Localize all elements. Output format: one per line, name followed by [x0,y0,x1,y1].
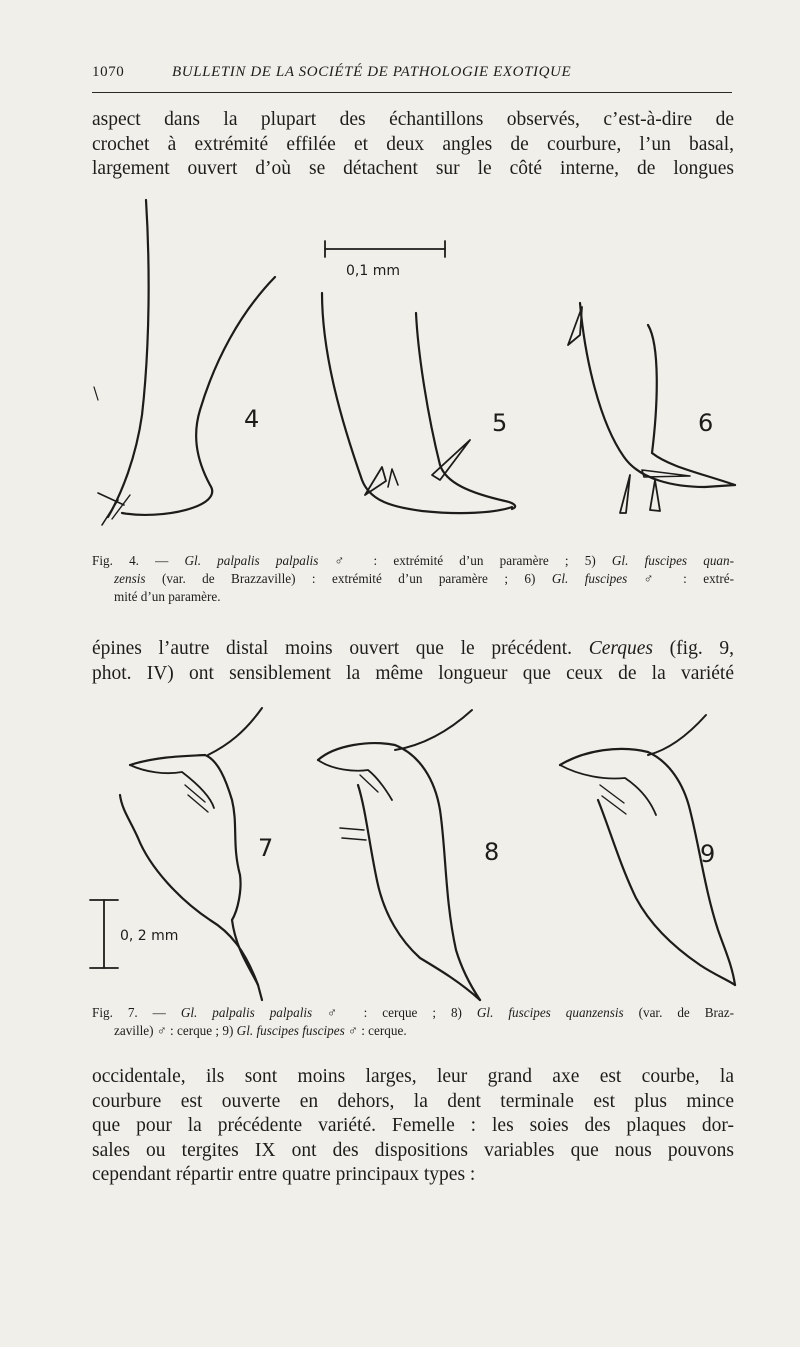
figure-number-9: 9 [700,840,716,868]
cercus-fig8-drawing [318,710,499,1000]
caption-line [92,570,734,588]
text-run: (fig. 9, [653,638,735,659]
caption-fig-ref: Fig. 4. — [92,553,185,568]
species-name: Gl. fuscipes [551,571,628,586]
scale-bar-bottom [90,900,178,968]
paramere-fig5-drawing [322,293,515,513]
caption-line: mité d’un paramère. [114,589,221,604]
caption-fig-ref: Fig. 7. — [92,1005,181,1020]
caption-text: (var. de Brazzaville) : extrémité d’un paramère ; 6) [145,571,552,586]
species-name: Gl. fuscipes fuscipes [236,1023,345,1038]
figure-number-4: 4 [244,405,260,433]
cercus-fig7-drawing [120,708,273,1000]
page-number: 1070 [92,64,125,80]
text-line: crochet à extrémité effilée et deux angles de courbure, l’un basal, [92,133,734,155]
caption-line [92,1004,734,1022]
figure-number-8: 8 [484,838,500,866]
species-name: Gl. palpalis palpalis [184,553,319,568]
paramere-fig6-drawing [568,303,735,513]
caption-text: zaville) ♂ : cerque ; 9) [114,1023,237,1038]
paramere-fig4-drawing [94,200,275,525]
figure-number-5: 5 [492,409,508,437]
scale-label-top: 0,1 mm [346,263,400,279]
caption-line [92,1022,734,1040]
scale-bar-top [325,241,445,279]
caption-text: ♂ : extrémité d’un paramère ; 5) [318,553,612,568]
text-line: sales ou tergites IX ont des dispositions variables que nous pouvons [92,1139,734,1161]
journal-title: BULLETIN DE LA SOCIÉTÉ DE PATHOLOGIE EXOTIQUE [172,64,572,80]
cercus-fig9-drawing [560,715,735,985]
figure-number-6: 6 [698,409,714,437]
header-rule [92,92,732,93]
text-line: aspect dans la plupart des échantillons observés, c’est-à-dire de [92,109,734,130]
caption-fig7 [92,1004,734,1040]
species-name: Gl. fuscipes quanzensis [476,1005,624,1020]
figure-parameres [0,195,800,535]
text-line: occidentale, ils sont moins larges, leur grand axe est courbe, la [92,1066,734,1087]
species-name: zensis [114,571,146,586]
paragraph-bottom [92,1065,734,1188]
scale-label-bottom: 0, 2 mm [120,928,179,944]
text-line: cependant répartir entre quatre principaux types : [92,1164,476,1185]
caption-line [92,552,734,570]
caption-text: (var. de Braz- [623,1005,735,1020]
species-name: Gl. fuscipes quan- [611,553,735,568]
caption-fig4 [92,552,734,606]
text-line: largement ouvert d’où se détachent sur le côté interne, de longues [92,158,734,179]
text-line [92,637,734,662]
running-header [92,64,732,86]
term-cerques: Cerques [588,638,653,659]
text-run: épines l’autre distal moins ouvert que le précédent. [92,638,589,659]
text-line: phot. IV) ont sensiblement la même longueur que ceux de la variété [92,662,734,684]
text-line: courbure est ouverte en dehors, la dent terminale est plus mince [92,1090,734,1112]
figure-cerques [0,700,800,1010]
text-line: que pour la précédente variété. Femelle : les soies des plaques dor- [92,1115,734,1136]
species-name: Gl. palpalis palpalis [180,1005,313,1020]
caption-text: ♂ : extré- [627,571,734,586]
figure-number-7: 7 [258,834,274,862]
paragraph-top [92,108,734,182]
paragraph-middle [92,637,734,686]
caption-text: ♂ : cerque ; 8) [312,1005,477,1020]
caption-text: ♂ : cerque. [344,1023,407,1038]
